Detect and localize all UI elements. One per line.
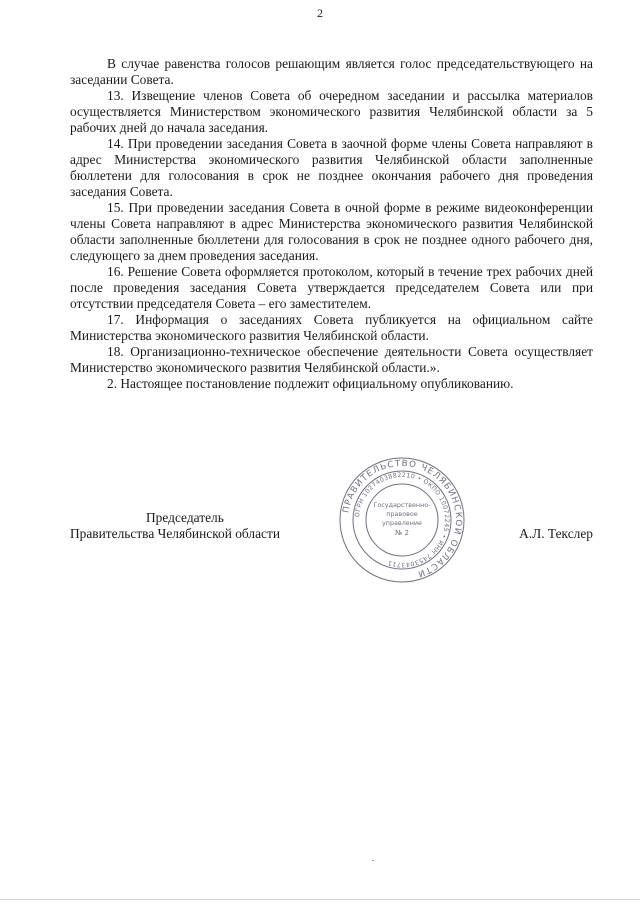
paragraph-13: 13. Извещение членов Совета об очередном заседании и рассылка материалов осуществляется Министерством экономического развития Челябинской области за 5 рабочих дней до начала заседания. (70, 88, 593, 135)
seal-registration-text: ОГРН 1027403882210 • ОКПО 10072245 • ИНН 7453043711 (354, 471, 451, 569)
official-seal-stamp (337, 455, 467, 585)
paragraph-16: 16. Решение Совета оформляется протоколом, который в течение трех рабочих дней после проведения заседания Совета утверждается председателем Совета или при отсутствии председателя Совета – его заместителем. (70, 264, 593, 311)
signatory-title-line-1: Председатель (146, 510, 224, 525)
scan-bottom-edge (0, 899, 640, 900)
scan-speck (372, 860, 374, 861)
paragraph-15: 15. При проведении заседания Совета в очной форме в режиме видеоконференции члены Совета направляют в адрес Министерства экономического развития Челябинской области заполненные бюллетени для голосования в срок не позднее одного рабочего дня, следующего за днем проведения заседания. (70, 200, 593, 263)
signatory-name: А.Л. Текслер (519, 526, 593, 541)
paragraph-17: 17. Информация о заседаниях Совета публикуется на официальном сайте Министерства экономического развития Челябинской области. (70, 312, 593, 343)
seal-center-line-4: № 2 (395, 529, 409, 537)
seal-center-line-1: Государственно- (373, 501, 431, 509)
paragraph-14: 14. При проведении заседания Совета в заочной форме члены Совета направляют в адрес Министерства экономического развития Челябинской области заполненные бюллетени для голосования в срок не позднее окончания рабочего дня проведения заседания Совета. (70, 136, 593, 199)
seal-center-line-3: управление (382, 519, 422, 527)
seal-center-line-2: правовое (386, 510, 418, 518)
paragraph-tie-vote: В случае равенства голосов решающим является голос председательствующего на заседании Совета. (70, 56, 593, 87)
signature-block (70, 510, 593, 550)
paragraph-18: 18. Организационно-техническое обеспечение деятельности Совета осуществляет Министерство экономического развития Челябинской области.». (70, 344, 593, 375)
page-number: 2 (317, 6, 323, 20)
paragraph-publication: 2. Настоящее постановление подлежит официальному опубликованию. (107, 376, 514, 391)
document-body (70, 56, 593, 392)
seal-outer-text: ПРАВИТЕЛЬСТВО ЧЕЛЯБИНСКОЙ ОБЛАСТИ (341, 458, 464, 579)
signatory-title-line-2: Правительства Челябинской области (70, 526, 280, 541)
